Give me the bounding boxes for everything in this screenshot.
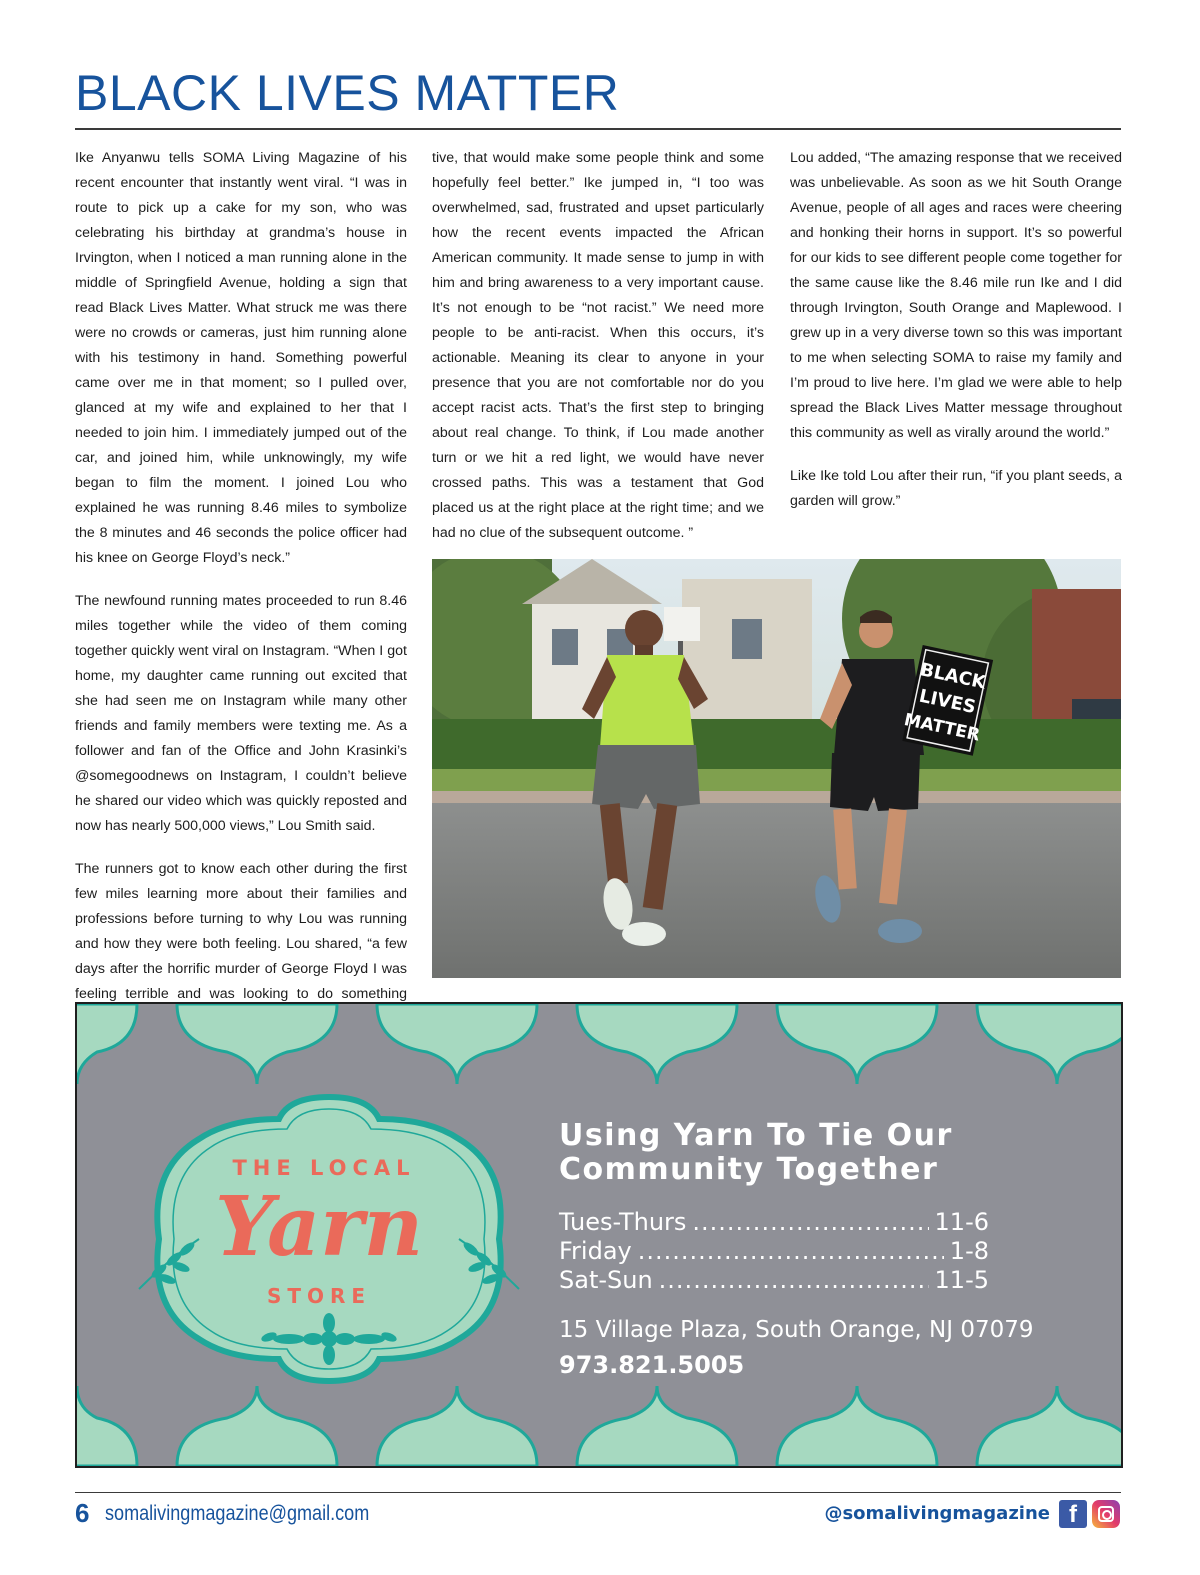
ad-headline-line: Community Together [559,1152,939,1187]
hours-days: Friday [559,1237,632,1265]
yarn-store-logo [129,1089,529,1389]
hours-time: 11-5 [934,1266,989,1294]
facebook-icon[interactable]: f [1059,1500,1087,1528]
dot-leader [659,1266,929,1295]
article-paragraph: tive, that would make some people think and some hopefully feel better.” Ike jumped in, “I too was overwhelmed, sad, frustrated and upset particularly how the recent events impacted the African American community. It made sense to jump in with him and bring awareness to a very important cause. It’s not enough to be “not racist.” We need more people to be anti-racist. When this occurs, it’s actionable. Meaning its clear to anyone in your presence that you are not comfortable nor do you accept racist acts. That’s the first step to bringing about real change. To think, if Lou made another turn or we hit a red light, we would have never crossed paths. This was a testament that God placed us at the right place at the right time; and we had no clue of the subsequent outcome. ” [432,150,764,541]
dot-leader [692,1208,928,1237]
article-paragraph: Like Ike told Lou after their run, “if you plant seeds, a garden will grow.” [790,468,1122,509]
instagram-icon[interactable] [1092,1500,1120,1528]
runners-photo [432,559,1121,978]
sign-text-lives: LIVES [917,685,978,719]
footer-divider [75,1492,1121,1493]
logo-yarn-script: Yarn [214,1179,424,1275]
hours-time: 11-6 [934,1208,989,1236]
store-phone[interactable]: 973.821.5005 [559,1351,745,1379]
title-divider [75,128,1121,130]
yarn-store-ad [75,1002,1123,1468]
hours-days: Sat-Sun [559,1266,653,1294]
ad-headline [559,1119,1119,1187]
article-paragraph: Lou added, “The amazing response that we received was unbelievable. As soon as we hit South Orange Avenue, people of all ages and races were cheering and honking their horns in support. It’s so powerful for our kids to see different people come together for the same cause like the 8.46 mile run Ike and I did through Irvington, South Orange and Maplewood. I grew up in a very diverse town so this was important to me when selecting SOMA to raise my family and I’m proud to live here. I’m glad we were able to help spread the Black Lives Matter message throughout this community as well as virally around the world.” [790,150,1122,441]
article-column-2 [432,146,764,564]
article-title: BLACK LIVES MATTER [75,65,620,121]
footer-email-link[interactable]: somalivingmagazine@gmail.com [105,1502,370,1525]
sign-text-black: BLACK [918,659,988,694]
hours-row [559,1266,989,1295]
dot-leader [638,1237,944,1266]
logo-the-local: THE LOCAL [232,1156,416,1180]
hours-time: 1-8 [949,1237,989,1265]
store-hours [559,1208,989,1295]
article-paragraph: The runners got to know each other during the first few miles learning more about their families and professions before turning to why Lou was running and how they were both feeling. Lou shared, “a few days after the horrific murder of George Floyd I was feeling terrible and was looking to do something [75,861,407,1002]
store-address: 15 Village Plaza, South Orange, NJ 07079 [559,1317,1034,1343]
article-column-1 [75,146,407,1050]
article-paragraph: The newfound running mates proceeded to run 8.46 miles together while the video of them coming together quickly went viral on Instagram. “When I got home, my daughter came running out excited that she had seen me on Instagram while many other friends and family members were texting me. As a follower and fan of the Office and John Krasinki’s @somegoodnews on Instagram, I couldn’t believe he shared our video which was quickly reposted and now has nearly 500,000 views,” Lou Smith said. [75,593,407,834]
hours-row [559,1237,989,1266]
social-handle-link[interactable]: @somalivingmagazine [824,1503,1050,1524]
ad-headline-line: Using Yarn To Tie Our [559,1118,953,1153]
article-paragraph: Ike Anyanwu tells SOMA Living Magazine of his recent encounter that instantly went viral. “I was in route to pick up a cake for my son, who was celebrating his birthday at grandma’s house in Irvington, when I noticed a man running alone in the middle of Springfield Avenue, holding a sign that read Black Lives Matter. What struck me was there were no crowds or cameras, just him running alone with his testimony in hand. Something powerful came over me in that moment; so I pulled over, glanced at my wife and explained to her that I needed to join him. I immediately jumped out of the car, and joined him, while unknowingly, my wife began to film the moment. I joined Lou who explained he was running 8.46 miles to symbolize the 8 minutes and 46 seconds the police officer had his knee on George Floyd’s neck.” [75,150,407,566]
hours-days: Tues-Thurs [559,1208,687,1236]
logo-store: STORE [266,1284,372,1308]
page-number: 6 [75,1498,90,1528]
hours-row [559,1208,989,1237]
sign-text-matter: MATTER [902,709,982,746]
article-column-3 [790,146,1122,532]
